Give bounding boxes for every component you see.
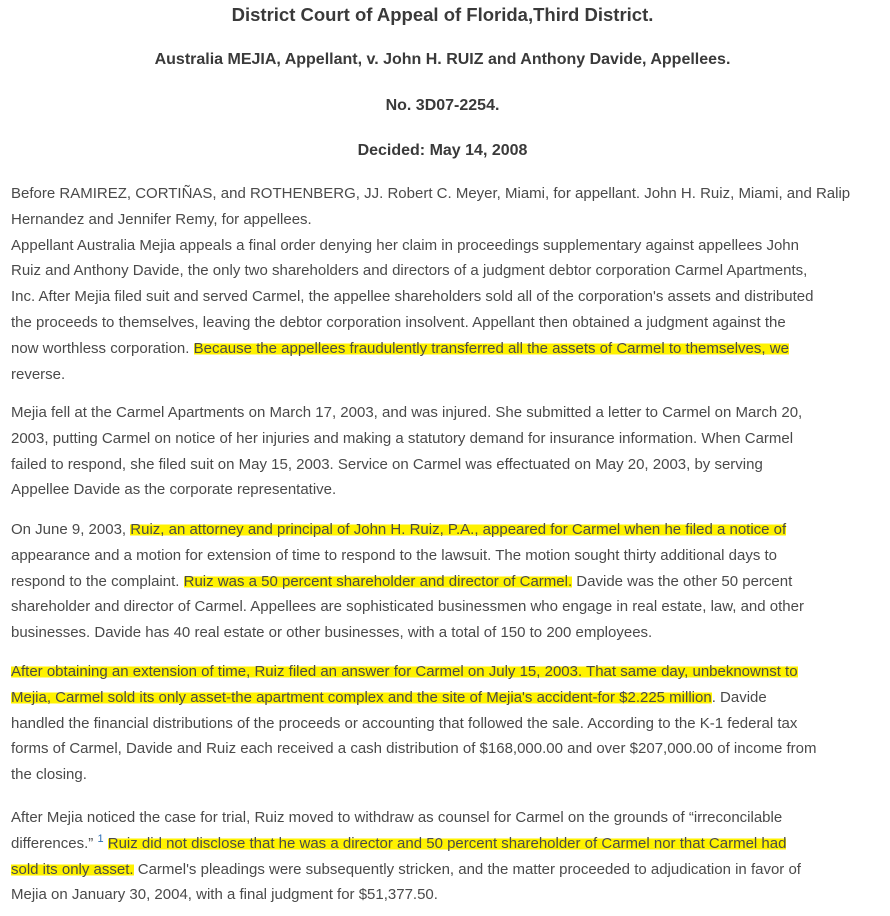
paragraph-line — [11, 807, 782, 829]
text-segment: shareholder and director of Carmel. Appellees are sophisticated businessmen who engage in real estate, law, and other — [11, 598, 804, 616]
paragraph-line — [11, 687, 767, 709]
paragraph-line — [11, 402, 802, 424]
decision-date: Decided: May 14, 2008 — [357, 142, 528, 159]
text-segment: Davide was the other 50 percent — [572, 572, 793, 590]
text-segment: handled the financial distributions of the proceeds or accounting that followed the sale. According to the K-1 federal tax — [11, 714, 798, 732]
case-number: No. 3D07-2254. — [385, 97, 500, 114]
paragraph-line — [11, 454, 763, 476]
text-segment: . Davide — [711, 688, 767, 706]
paragraph-line — [11, 571, 792, 593]
text-segment: Before RAMIREZ, CORTIÑAS, and ROTHENBERG, JJ. Robert C. Meyer, Miami, for appellant. John H. Ruiz, Miami, and Ralip — [11, 185, 851, 202]
text-segment: businesses. Davide has 40 real estate or other businesses, with a total of 150 to 200 employees. — [11, 624, 653, 642]
paragraph-line — [11, 519, 786, 541]
highlighted-text: sold its only asset. — [11, 860, 134, 878]
paragraph-line — [11, 545, 777, 567]
text-segment: Inc. After Mejia filed suit and served Carmel, the appellee shareholders sold all of the corporation's assets and distributed — [11, 288, 814, 306]
paragraph-line — [11, 235, 799, 257]
paragraph-line — [11, 833, 786, 855]
paragraph-line — [11, 260, 807, 282]
text-segment: Appellant Australia Mejia appeals a final order denying her claim in proceedings supplementary against appellees John — [11, 236, 799, 254]
text-segment: Mejia fell at the Carmel Apartments on March 17, 2003, and was injured. She submitted a letter to Carmel on March 20, — [11, 404, 803, 421]
highlighted-text: Mejia, Carmel sold its only asset-the apartment complex and the site of Mejia's accident-for $2.225 million — [11, 688, 712, 706]
paragraph-line — [11, 764, 87, 786]
text-segment: 2003, putting Carmel on notice of her injuries and making a statutory demand for insurance information. When Carmel — [11, 429, 794, 447]
text-segment: forms of Carmel, Davide and Ruiz each received a cash distribution of $168,000.00 and over $207,000.00 of income from — [11, 740, 817, 758]
text-segment: Mejia on January 30, 2004, with a final judgment for $51,377.50. — [11, 886, 438, 904]
paragraph-line — [11, 428, 793, 450]
text-segment: Carmel's pleadings were subsequently stricken, and the matter proceeded to adjudication in favor of — [133, 860, 801, 878]
case-title: Australia MEJIA, Appellant, v. John H. RUIZ and Anthony Davide, Appellees. — [154, 51, 731, 68]
paragraph-line — [11, 183, 850, 205]
text-segment: now worthless corporation. — [11, 339, 194, 357]
paragraph-line — [11, 596, 804, 618]
text-segment: Appellee Davide as the corporate representative. — [11, 481, 337, 499]
text-segment: respond to the complaint. — [11, 572, 184, 590]
paragraph-line — [11, 622, 652, 644]
paragraph-line — [11, 884, 438, 906]
paragraph-line — [11, 312, 786, 334]
footnote-link[interactable]: 1 — [97, 832, 104, 845]
text-segment: On June 9, 2003, — [11, 521, 131, 538]
text-segment: After Mejia noticed the case for trial, Ruiz moved to withdraw as counsel for Carmel on the grounds of “irreconcilable — [11, 809, 783, 826]
highlighted-text: Because the appellees fraudulently transferred all the assets of Carmel to themselves, we — [193, 339, 789, 357]
paragraph-line — [11, 338, 789, 360]
text-segment: the proceeds to themselves, leaving the debtor corporation insolvent. Appellant then obtained a judgment against the — [11, 314, 786, 331]
text-segment: failed to respond, she filed suit on May 15, 2003. Service on Carmel was effectuated on May 20, 2003, by serving — [11, 455, 763, 473]
highlighted-text: Ruiz was a 50 percent shareholder and director of Carmel. — [183, 572, 573, 590]
text-segment: differences.” — [11, 834, 98, 852]
paragraph-line — [11, 364, 65, 386]
paragraph-line — [11, 738, 816, 760]
paragraph-line — [11, 661, 798, 683]
text-segment: appearance and a motion for extension of time to respond to the lawsuit. The motion sought thirty additional days to — [11, 546, 778, 564]
highlighted-text: Ruiz did not disclose that he was a director and 50 percent shareholder of Carmel nor that Carmel had — [107, 834, 787, 852]
court-name: District Court of Appeal of Florida,Third District. — [231, 4, 654, 25]
paragraph-line — [11, 859, 801, 881]
highlighted-text: Ruiz, an attorney and principal of John H. Ruiz, P.A., appeared for Carmel when he filed a notice of — [130, 521, 787, 538]
text-segment: the closing. — [11, 766, 87, 784]
text-segment: reverse. — [11, 365, 66, 383]
paragraph-line — [11, 479, 336, 501]
text-segment: Ruiz and Anthony Davide, the only two shareholders and directors of a judgment debtor corporation Carmel Apartments, — [11, 262, 808, 280]
highlighted-text: After obtaining an extension of time, Ruiz filed an answer for Carmel on July 15, 2003. That same day, unbeknownst to — [11, 663, 798, 680]
paragraph-line — [11, 209, 312, 231]
paragraph-line — [11, 713, 797, 735]
text-segment: Hernandez and Jennifer Remy, for appellees. — [11, 210, 312, 228]
paragraph-line — [11, 286, 813, 308]
